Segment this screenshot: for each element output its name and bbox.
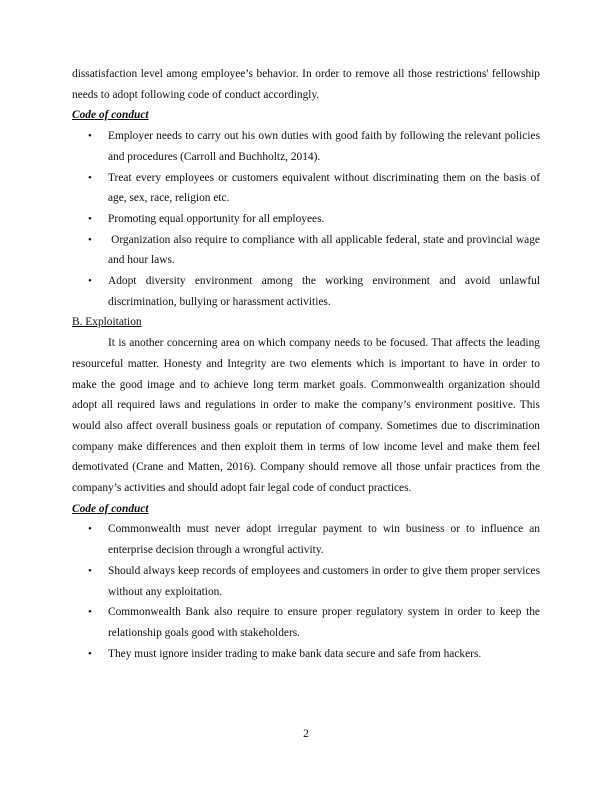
bullet-icon: • [88,212,92,225]
list-item-text: They must ignore insider trading to make bank data secure and safe from hackers. [108,647,482,660]
bullet-icon: • [88,130,92,143]
list-item [72,561,540,602]
list-item [72,271,540,312]
list-item [72,602,540,643]
bullet-icon: • [88,564,92,577]
document-page [72,64,543,664]
list-item [72,209,540,230]
bullet-icon: • [88,233,92,246]
list-item [72,644,540,665]
list-item-text: Organization also require to compliance with all applicable federal, state and provincial wage and hour laws. [108,233,543,267]
intro-paragraph: dissatisfaction level among employee’s behavior. In order to remove all those restrictions' fellowship needs to adopt following code of conduct accordingly. [72,68,540,101]
list-item [72,126,540,167]
list-item [72,230,543,271]
bullet-icon: • [88,523,92,536]
bullet-icon: • [88,606,92,619]
exploitation-paragraph: It is another concerning area on which company needs to be focused. That affects the leading resourceful matter. Honesty and Integrity are two elements which is important to have in order to make the good image and to achieve long term market goals. Commonwealth organization should adopt all required laws and regulations in order to make the company’s environment positive. This would also affect overall business goals or reputation of company. Sometimes due to discrimination company make differences and then exploit them in terms of low income level and make them feel demotivated (Crane and Matten, 2016). Company should remove all those unfair practices from the company’s activities and should adopt fair legal code of conduct practices. [72,337,540,495]
bullet-icon: • [88,171,92,184]
code-of-conduct-list-1 [72,126,543,312]
list-item-text: Commonwealth Bank also require to ensure proper regulatory system in order to keep the relationship goals good with stakeholders. [108,606,540,639]
list-item-text: Adopt diversity environment among the working environment and avoid unlawful discrimination, bullying or harassment activities. [108,275,540,308]
section-heading-exploitation: B. Exploitation [72,316,142,329]
code-of-conduct-heading-1: Code of conduct [72,109,149,122]
list-item [72,168,540,209]
list-item-text: Treat every employees or customers equivalent without discriminating them on the basis of age, sex, race, religion etc. [108,171,540,205]
code-of-conduct-heading-2: Code of conduct [72,502,149,515]
code-of-conduct-list-2 [72,519,540,664]
bullet-icon: • [88,275,92,288]
bullet-icon: • [88,647,92,660]
list-item-text: Should always keep records of employees and customers in order to give them proper services without any exploitation. [108,564,540,598]
page-number: 2 [303,728,309,740]
list-item-text: Employer needs to carry out his own duties with good faith by following the relevant policies and procedures (Carroll and Buchholtz, 2014). [108,130,540,163]
list-item-text: Commonwealth must never adopt irregular payment to win business or to influence an enterprise decision through a wrongful activity. [108,523,540,557]
list-item-text: Promoting equal opportunity for all employees. [108,212,325,225]
list-item [72,519,540,560]
